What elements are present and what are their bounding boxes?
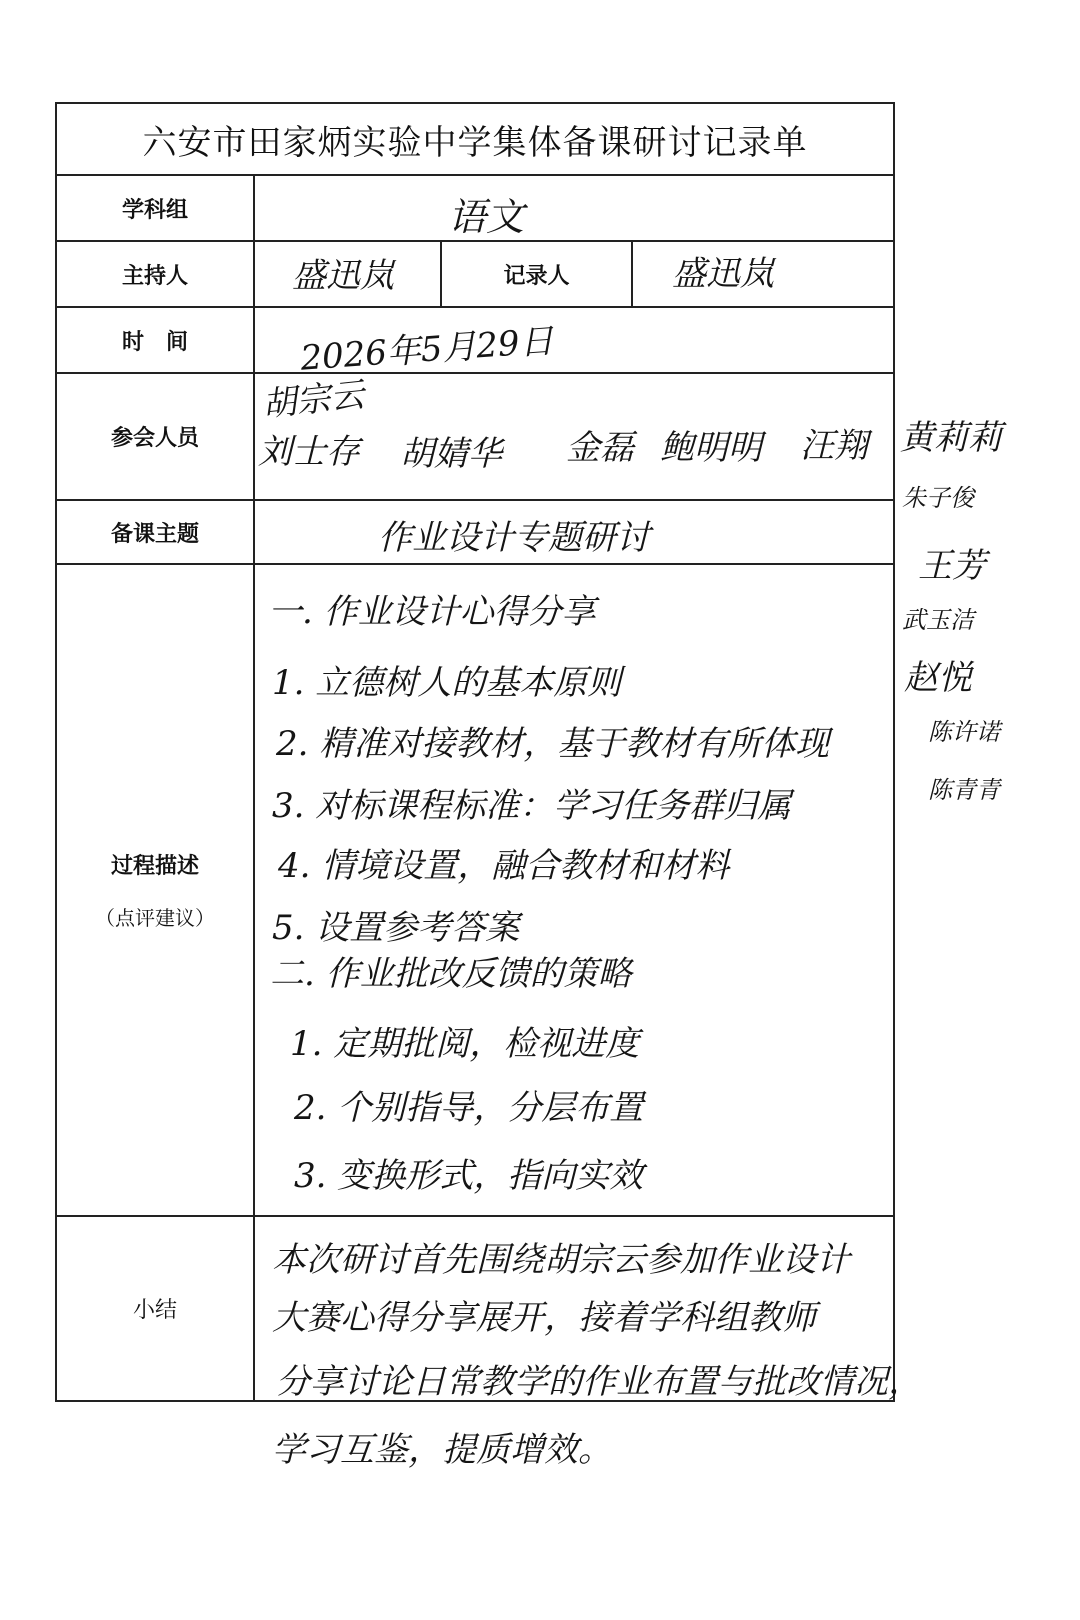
summary-line: 本次研讨首先围绕胡宗云参加作业设计	[272, 1240, 850, 1280]
attendee-name: 胡婧华	[400, 434, 502, 474]
process-line: 3. 对标课程标准：学习任务群归属	[272, 786, 792, 826]
attendee-name: 胡宗云	[260, 374, 367, 426]
attendee-margin-name: 朱子俊	[902, 484, 974, 512]
topic-value: 作业设计专题研讨	[378, 518, 650, 558]
label-time: 时 间	[121, 329, 188, 355]
process-line: 2. 个别指导，分层布置	[294, 1088, 644, 1128]
attendee-margin-name: 陈青青	[928, 776, 1000, 804]
attendee-name: 金磊	[566, 428, 634, 468]
attendee-name: 刘士存	[258, 432, 360, 472]
attendee-margin-name: 王芳	[918, 546, 986, 586]
process-line: 3. 变换形式，指向实效	[294, 1156, 644, 1196]
column-divider	[253, 174, 255, 1401]
label-process-cell	[57, 565, 253, 1215]
summary-line: 分享讨论日常教学的作业布置与批改情况，	[276, 1362, 922, 1402]
label-recorder: 记录人	[503, 263, 570, 289]
host-value: 盛迅岚	[292, 256, 394, 296]
label-subject-group: 学科组	[121, 197, 188, 223]
attendee-name: 黄莉莉	[900, 418, 1002, 458]
label-host: 主持人	[121, 263, 188, 289]
label-process-sub: （点评建议）	[95, 906, 215, 930]
label-attendees: 参会人员	[110, 426, 199, 451]
attendee-margin-name: 赵悦	[904, 658, 972, 698]
process-line: 2. 精准对接教材，基于教材有所体现	[276, 724, 830, 764]
attendee-name: 汪翔	[800, 426, 868, 466]
process-line: 一. 作业设计心得分享	[268, 592, 596, 632]
attendee-name: 鲍明明	[660, 428, 762, 468]
label-summary: 小结	[132, 1298, 177, 1323]
attendee-margin-name: 武玉洁	[902, 606, 974, 634]
label-process: 过程描述	[110, 854, 199, 879]
summary-line: 大赛心得分享展开，接着学科组教师	[272, 1298, 816, 1338]
recorder-value: 盛迅岚	[672, 254, 774, 294]
date-value: 2026年5月29日	[299, 321, 555, 379]
form-title: 六安市田家炳实验中学集体备课研讨记录单	[142, 122, 808, 163]
subject-group-value: 语文	[448, 195, 525, 239]
process-line: 1. 立德树人的基本原则	[272, 663, 622, 703]
process-line: 5. 设置参考答案	[272, 908, 520, 948]
attendee-margin-name: 陈许诺	[928, 718, 1000, 746]
label-topic: 备课主题	[110, 521, 199, 547]
summary-line: 学习互鉴，提质增效。	[272, 1430, 612, 1470]
column-divider	[631, 240, 633, 306]
process-line: 二. 作业批改反馈的策略	[270, 954, 632, 994]
process-line: 1. 定期批阅，检视进度	[290, 1024, 640, 1064]
process-line: 4. 情境设置，融合教材和材料	[278, 846, 730, 886]
